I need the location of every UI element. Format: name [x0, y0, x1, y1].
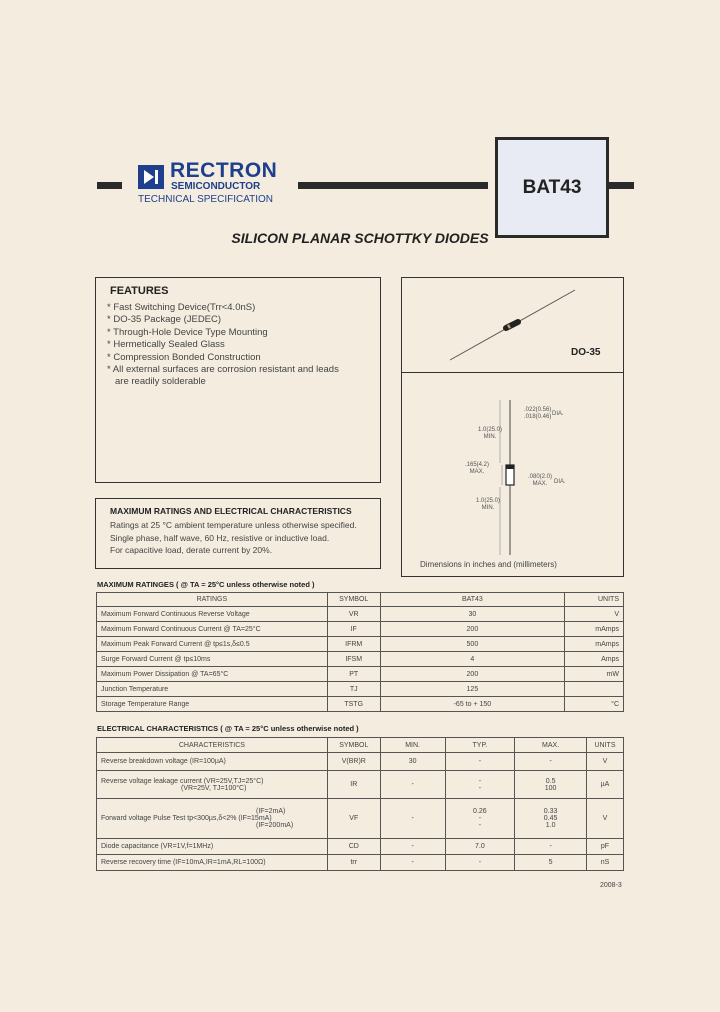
cell: Junction Temperature	[97, 682, 328, 697]
line: 0.45	[543, 815, 558, 822]
cell: -	[380, 855, 445, 871]
cell: Reverse breakdown voltage (IR=100µA)	[97, 753, 328, 771]
cell: mAmps	[565, 637, 624, 652]
dim-lead-length-top	[478, 427, 502, 441]
part-number: BAT43	[522, 176, 582, 198]
table-row	[97, 799, 624, 839]
dim-text: MIN.	[481, 505, 495, 511]
cell: V(BR)R	[327, 753, 380, 771]
note-line: For capacitive load, derate current by 20%.	[110, 545, 273, 555]
ratings-table	[96, 592, 624, 712]
cell: -	[445, 753, 515, 771]
table-row	[97, 855, 624, 871]
table-header-row	[97, 738, 624, 753]
package-divider	[402, 372, 624, 373]
dim-text: .080(2.0)	[528, 474, 553, 480]
table-row	[97, 637, 624, 652]
col-header: SYMBOL	[327, 738, 380, 753]
line: 100	[544, 784, 557, 792]
line: 0.26	[473, 808, 487, 815]
diode-dimension-drawing	[495, 395, 525, 565]
dimension-note: Dimensions in inches and (millimeters)	[420, 560, 557, 569]
cell: 200	[380, 667, 564, 682]
cell	[565, 682, 624, 697]
cell: 4	[380, 652, 564, 667]
line: 0.33	[543, 808, 558, 815]
max-ratings-heading: MAXIMUM RATINGS AND ELECTRICAL CHARACTERISTICS	[110, 506, 352, 516]
cell: Maximum Forward Continuous Reverse Voltage	[97, 607, 328, 622]
electrical-table	[96, 737, 624, 871]
table-row	[97, 839, 624, 855]
dim-body-diameter	[528, 474, 552, 488]
cell: IFRM	[327, 637, 380, 652]
feature-item: are readily solderable	[115, 376, 206, 388]
table-row	[97, 753, 624, 771]
ratings-heading: MAXIMUM RATINGES ( @ TA = 25°C unless otherwise noted )	[97, 580, 315, 589]
cell: µA	[586, 771, 623, 799]
feature-item: * DO-35 Package (JEDEC)	[107, 314, 222, 326]
col-header: UNITS	[586, 738, 623, 753]
table-row	[97, 622, 624, 637]
cell: 200	[380, 622, 564, 637]
dim-text: 1.0(25.0)	[476, 498, 501, 504]
line: 1.0	[545, 822, 556, 829]
cell: 125	[380, 682, 564, 697]
document-title: SILICON PLANAR SCHOTTKY DIODES	[231, 230, 489, 246]
table-row	[97, 697, 624, 712]
cell: 30	[380, 607, 564, 622]
cell: IF	[327, 622, 380, 637]
part-number-box	[495, 137, 609, 238]
line: (IF=15mA)	[238, 815, 272, 822]
cell: -	[380, 771, 445, 799]
table-row	[97, 652, 624, 667]
cell: Surge Forward Current @ tp≤10ms	[97, 652, 328, 667]
brand-name: RECTRON	[170, 159, 278, 182]
cell: trr	[327, 855, 380, 871]
brand-subtitle: SEMICONDUCTOR	[171, 181, 261, 192]
cell: CD	[327, 839, 380, 855]
header-bar-right	[609, 182, 634, 189]
cell	[515, 771, 587, 799]
header-bar-middle	[298, 182, 488, 189]
col-header: SYMBOL	[327, 593, 380, 607]
max-ratings-notes	[110, 519, 357, 557]
cell: -	[445, 855, 515, 871]
header-bar-left	[97, 182, 122, 189]
cell: IR	[327, 771, 380, 799]
cell: V	[586, 753, 623, 771]
cell: nS	[586, 855, 623, 871]
cell: TSTG	[327, 697, 380, 712]
line: Reverse voltage leakage current (VR=25V,TJ=25°C)	[101, 777, 264, 785]
feature-item: * Through-Hole Device Type Mounting	[107, 326, 268, 338]
note-line: Ratings at 25 °C ambient temperature unless otherwise specified.	[110, 520, 357, 530]
dim-text: .165(4.2)	[465, 462, 490, 468]
diode-perspective-drawing	[440, 285, 590, 365]
line: -	[478, 784, 482, 792]
line: -	[478, 822, 482, 829]
line: Forward voltage Pulse Test tp<300µs,δ<2%	[101, 815, 237, 822]
cell: 5	[515, 855, 587, 871]
electrical-heading: ELECTRICAL CHARACTERISTICS ( @ TA = 25°C unless otherwise noted )	[97, 724, 359, 733]
cell: -	[380, 799, 445, 839]
dim-text: MAX.	[532, 481, 548, 487]
table-row	[97, 607, 624, 622]
rectron-logo-icon	[138, 165, 164, 189]
line: (IF=200mA)	[256, 822, 294, 829]
cell: V	[565, 607, 624, 622]
cell: 7.0	[445, 839, 515, 855]
cell: Maximum Power Dissipation @ TA=65°C	[97, 667, 328, 682]
dim-body-dia-label: DIA.	[554, 479, 566, 485]
cell: VF	[327, 799, 380, 839]
features-heading: FEATURES	[110, 285, 169, 297]
line: (VR=25V, TJ=100°C)	[181, 784, 247, 792]
feature-item: * Hermetically Sealed Glass	[107, 339, 225, 351]
col-header: BAT43	[380, 593, 564, 607]
note-line: Single phase, half wave, 60 Hz, resistive or inductive load.	[110, 532, 330, 543]
line: -	[478, 777, 482, 785]
cell: pF	[586, 839, 623, 855]
cell	[445, 799, 515, 839]
cell: 500	[380, 637, 564, 652]
feature-item: * Compression Bonded Construction	[107, 351, 261, 363]
cell: PT	[327, 667, 380, 682]
cell: -	[515, 753, 587, 771]
col-header: MIN.	[380, 738, 445, 753]
table-header-row	[97, 593, 624, 607]
cell: -	[380, 839, 445, 855]
cell	[97, 799, 328, 839]
line: (IF=2mA)	[256, 808, 286, 815]
line: -	[478, 815, 482, 822]
col-header: RATINGS	[97, 593, 328, 607]
col-header: CHARACTERISTICS	[97, 738, 328, 753]
cell: mAmps	[565, 622, 624, 637]
dim-body-length	[465, 462, 489, 476]
cell: V	[586, 799, 623, 839]
cell: Diode capacitance (VR=1V,f=1MHz)	[97, 839, 328, 855]
cell: °C	[565, 697, 624, 712]
col-header: UNITS	[565, 593, 624, 607]
col-header: MAX.	[515, 738, 587, 753]
cell: -65 to + 150	[380, 697, 564, 712]
dim-lead-dia-label: DIA.	[552, 411, 564, 417]
cell: VR	[327, 607, 380, 622]
cell: Maximum Forward Continuous Current @ TA=25°C	[97, 622, 328, 637]
feature-item: * All external surfaces are corrosion resistant and leads	[107, 364, 339, 376]
features-list	[107, 302, 377, 389]
cell: TJ	[327, 682, 380, 697]
cell	[445, 771, 515, 799]
technical-specification: TECHNICAL SPECIFICATION	[138, 194, 274, 205]
cell	[97, 771, 328, 799]
package-label: DO-35	[571, 347, 601, 358]
cell: -	[515, 839, 587, 855]
dim-lead-diameter	[524, 407, 551, 421]
cell: 30	[380, 753, 445, 771]
cell: Reverse recovery time (IF=10mA,IR=1mA,RL=100Ω)	[97, 855, 328, 871]
document-code: 2008-3	[600, 882, 622, 889]
cell	[515, 799, 587, 839]
col-header: TYP.	[445, 738, 515, 753]
dim-text: .018(0.46)	[524, 414, 552, 420]
cell: mW	[565, 667, 624, 682]
dim-lead-length-bottom	[476, 498, 500, 512]
line: 0.5	[545, 777, 556, 785]
dim-text: 1.0(25.0)	[478, 427, 503, 433]
table-row	[97, 771, 624, 799]
cell: Storage Temperature Range	[97, 697, 328, 712]
dim-text: .022(0.56)	[524, 407, 552, 413]
feature-item: * Fast Switching Device(Trr<4.0nS)	[107, 302, 256, 313]
dim-text: MAX.	[469, 469, 485, 475]
cell: Amps	[565, 652, 624, 667]
table-row	[97, 667, 624, 682]
cell: IFSM	[327, 652, 380, 667]
table-row	[97, 682, 624, 697]
cell: Maximum Peak Forward Current @ tp≤1s,δ≤0.5	[97, 637, 328, 652]
dim-text: MIN.	[483, 434, 497, 440]
